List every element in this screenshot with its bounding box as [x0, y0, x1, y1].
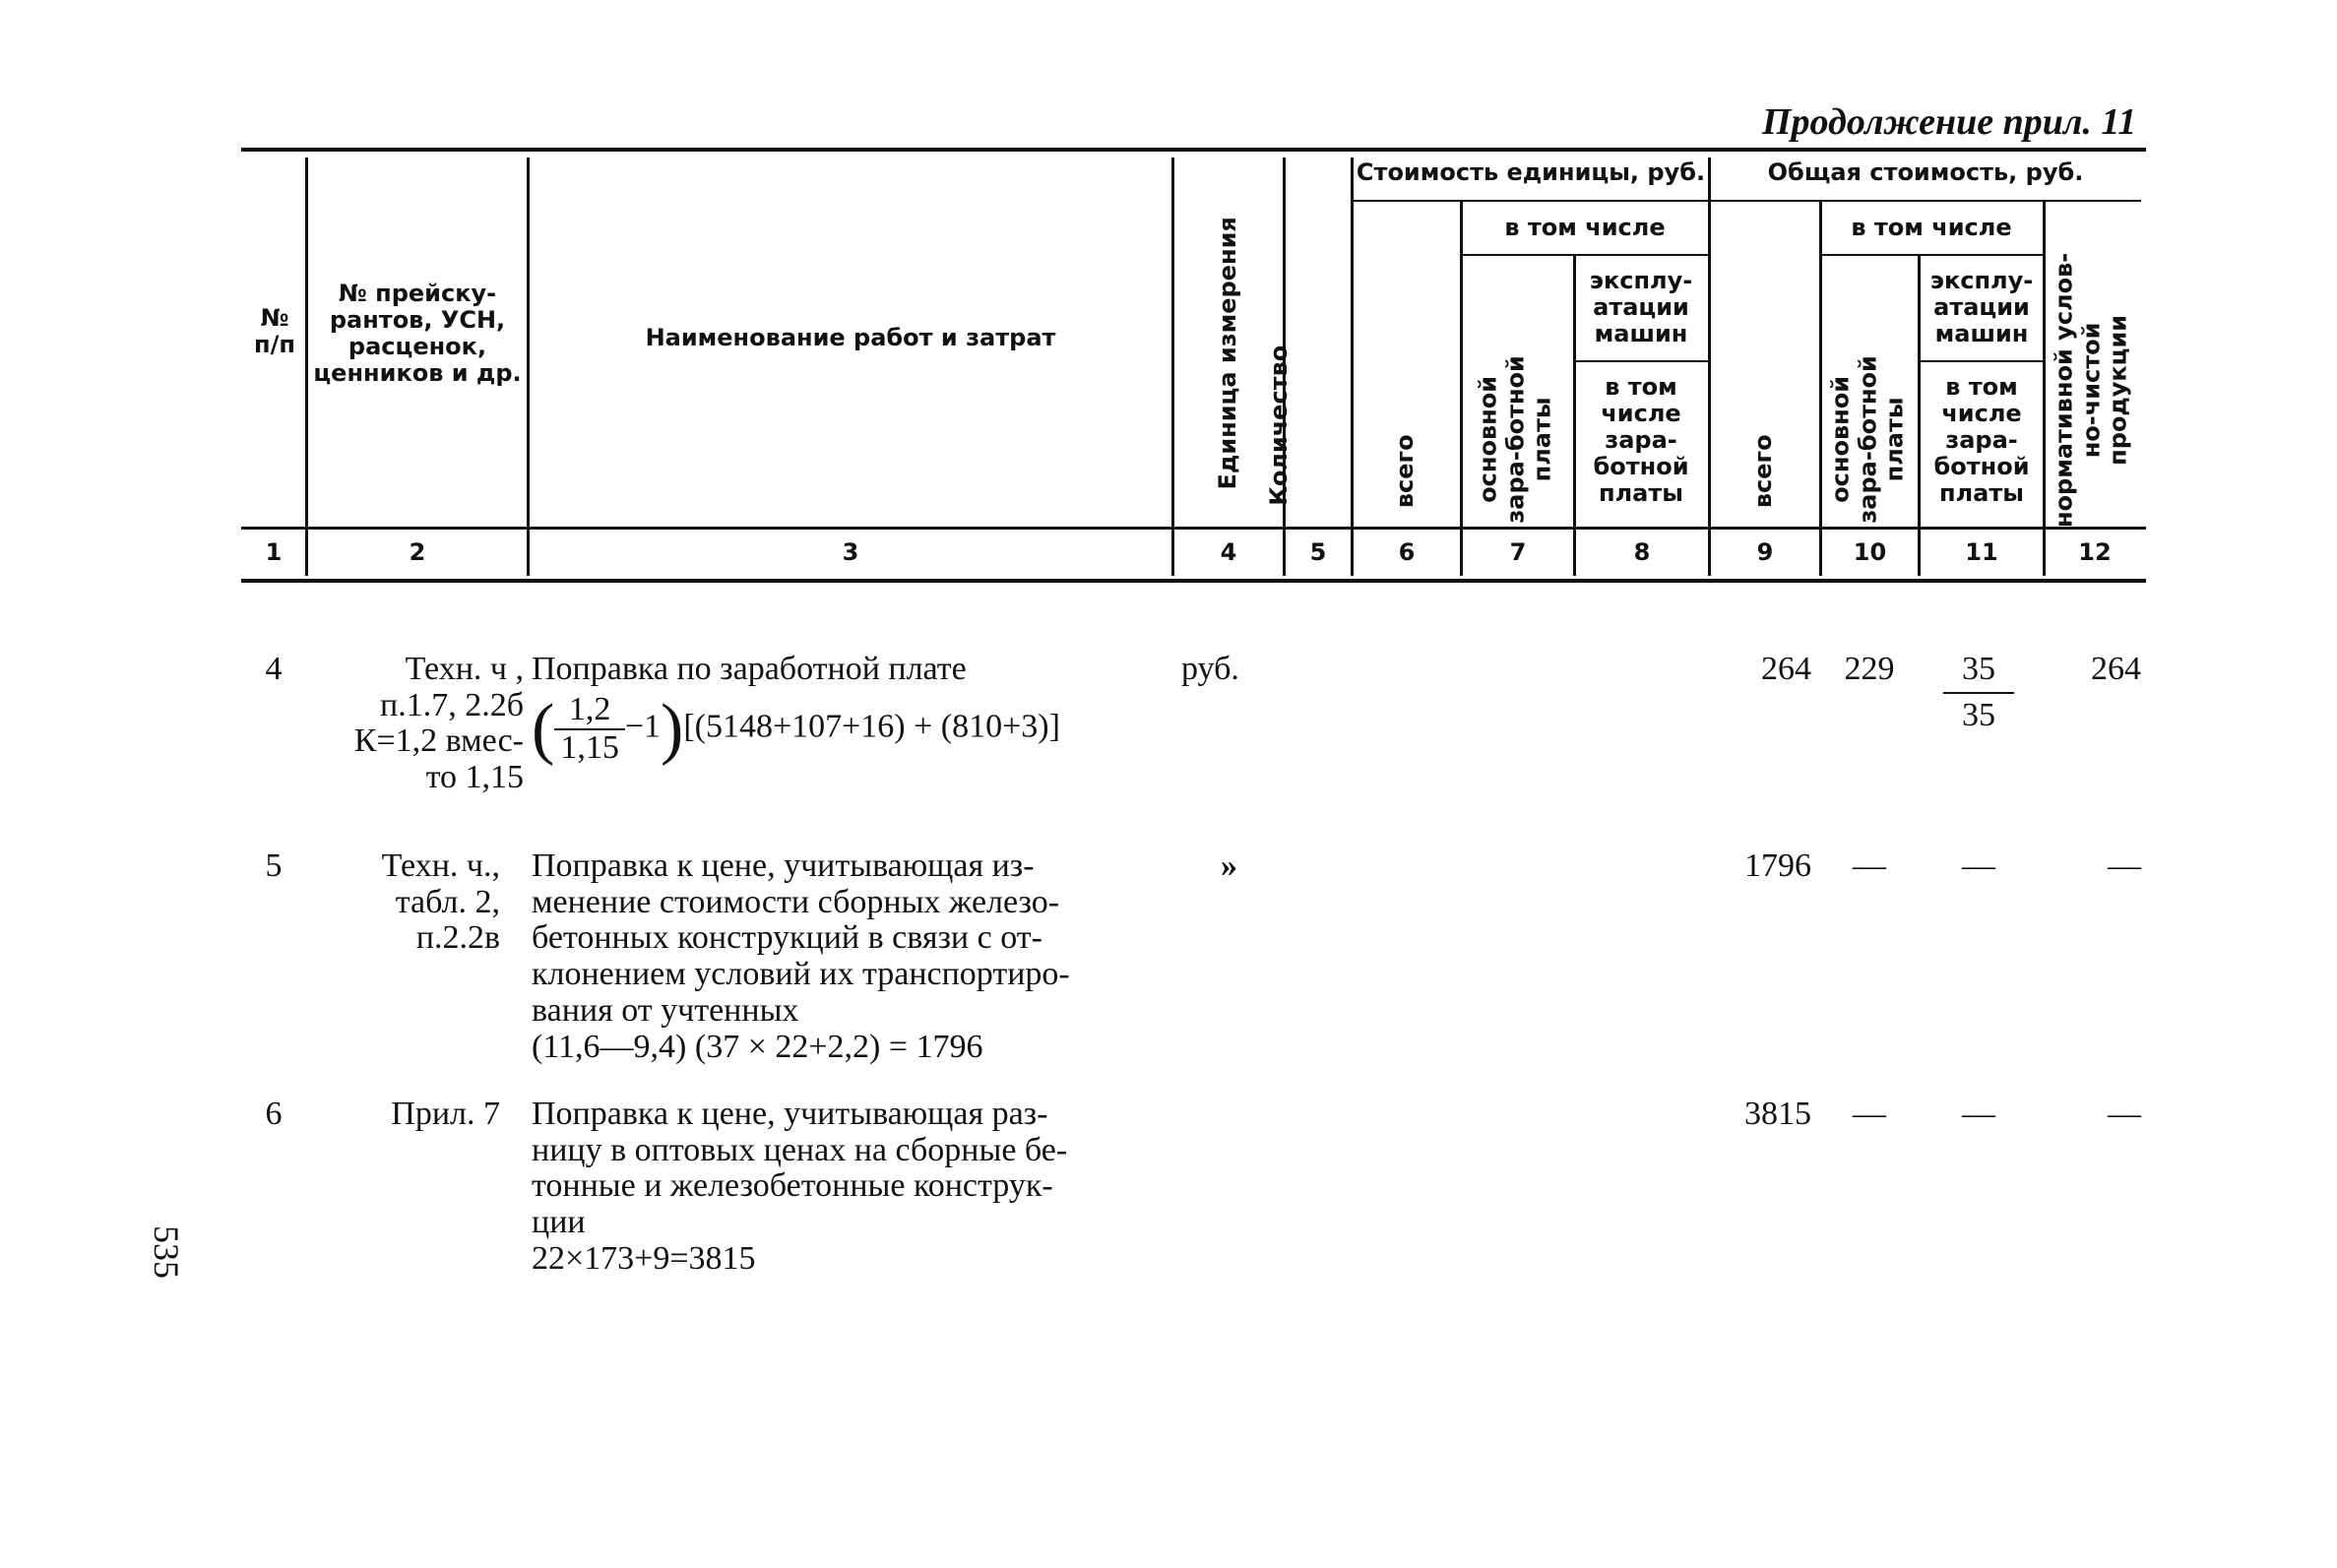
name-line: ции	[532, 1204, 586, 1241]
col-divider-11	[2043, 202, 2046, 576]
header-col3: Наименование работ и затрат	[645, 324, 1056, 351]
header-col2: № прейску-рантов, УСН, расценок, ценников и др.	[313, 280, 522, 387]
col-number-5: 5	[1309, 538, 1327, 566]
row4-mashin	[1929, 652, 2028, 733]
row5-total: 1796	[1744, 847, 1811, 884]
row4-total: 264	[1761, 651, 1811, 687]
row4-mashin-zp-value: 35	[1962, 696, 1995, 733]
total-cost-ekspl-rule	[1920, 360, 2043, 362]
row6-zarplata: —	[1853, 1096, 1886, 1132]
row6-name	[532, 1097, 1181, 1278]
ref-line: Техн. ч.,	[381, 847, 500, 884]
unit-cost-ekspl-rule	[1575, 360, 1708, 362]
name-line: ницу в оптовых ценах на сборные бе-	[532, 1131, 1068, 1168]
row4-norm: 264	[2091, 651, 2141, 687]
col-divider-7	[1573, 256, 1576, 576]
row5-mashin: —	[1962, 847, 1995, 884]
col-divider-8	[1708, 157, 1711, 576]
col-divider-10	[1918, 256, 1921, 576]
col-number-3: 3	[842, 538, 859, 566]
ref-line: К=1,2 вмес-	[353, 722, 524, 760]
col-divider-6	[1460, 202, 1463, 576]
header-total-ekspl-mashin: эксплу-атации машин	[1929, 267, 2034, 347]
ref-line: то 1,15	[425, 759, 524, 796]
col-divider-9	[1819, 202, 1822, 576]
col-number-10: 10	[1853, 538, 1887, 566]
row4-name	[532, 652, 1171, 766]
name-line: менение стоимости сборных железо-	[532, 883, 1060, 920]
row4-name-text: Поправка по заработной плате	[532, 651, 967, 687]
unit-cost-group-rule	[1354, 200, 1708, 202]
header-unit-ekspl-mashin: эксплу-атации машин	[1589, 267, 1693, 347]
ref-line: Прил. 7	[391, 1096, 500, 1132]
header-col4: Единица измерения	[1214, 217, 1242, 490]
name-line: тонные и железобетонные конструк-	[532, 1167, 1053, 1205]
header-total-vtomchisle-zp: в том числе зара-ботной платы	[1933, 373, 2030, 507]
name-line: бетонных конструкций в связи с от-	[532, 919, 1042, 957]
header-total-cost-group: Общая стоимость, руб.	[1767, 158, 2084, 186]
row5-zarplata: —	[1853, 847, 1886, 884]
ref-line: Техн. ч ,	[405, 651, 524, 687]
row5-name	[532, 848, 1181, 1065]
col-number-12: 12	[2078, 538, 2112, 566]
row4-zarplata: 229	[1844, 651, 1895, 687]
table-top-rule	[241, 148, 2146, 152]
col-number-8: 8	[1633, 538, 1651, 566]
col-number-2: 2	[409, 538, 426, 566]
row4-unit: руб.	[1181, 651, 1239, 687]
page-number: 535	[147, 1225, 186, 1279]
row4-reference	[305, 652, 524, 796]
row4-mashin-value: 35	[1943, 652, 2014, 694]
unit-cost-vtomchisle-rule	[1462, 254, 1708, 256]
header-total-osn-zarplata: основной зара-ботной платы	[1826, 355, 1909, 524]
row4-formula: ( $\frac{1,2}{1,15}$ −1)[(5148+107+16) + (810+3)]	[532, 690, 1060, 767]
row5-number: 5	[265, 847, 283, 884]
col-divider-5	[1351, 157, 1354, 576]
col-divider-1	[305, 157, 308, 576]
header-total-vsego: всего	[1749, 434, 1778, 509]
row6-norm: —	[2108, 1096, 2141, 1132]
header-unit-vtomchisle: в том числе	[1504, 214, 1666, 241]
name-line: вания от учтенных	[532, 991, 799, 1029]
header-unit-cost-group: Стоимость единицы, руб.	[1356, 158, 1706, 186]
header-col5: Количество	[1265, 345, 1294, 506]
ref-line: п.1.7, 2.2б	[380, 686, 524, 723]
row5-reference	[305, 848, 500, 957]
row6-reference	[305, 1097, 500, 1133]
col-number-11: 11	[1965, 538, 1998, 566]
row6-total: 3815	[1744, 1096, 1811, 1132]
numbers-bottom-rule	[241, 579, 2146, 583]
header-col1: № п/п	[254, 304, 295, 358]
col-divider-2	[527, 157, 530, 576]
header-unit-vsego: всего	[1391, 434, 1420, 509]
name-line: клонением условий их транспортиро-	[532, 956, 1070, 993]
ref-line: п.2.2в	[415, 919, 500, 957]
total-cost-group-rule	[1708, 200, 2141, 202]
col-number-4: 4	[1220, 538, 1237, 566]
header-unit-osn-zarplata: основной зара-ботной платы	[1474, 355, 1556, 524]
header-normativnoy: нормативной услов-но-чистой продукции	[2050, 252, 2132, 529]
name-line: Поправка к цене, учитывающая раз-	[532, 1096, 1048, 1132]
name-line: (11,6—9,4) (37 × 22+2,2) = 1796	[532, 1028, 983, 1065]
header-total-vtomchisle: в том числе	[1851, 214, 2012, 241]
col-divider-3	[1171, 157, 1174, 576]
row6-number: 6	[265, 1096, 283, 1132]
row4-number: 4	[265, 651, 283, 687]
header-unit-vtomchisle-zp: в том числе зара-ботной платы	[1593, 373, 1689, 507]
col-number-1: 1	[265, 538, 283, 566]
col-number-6: 6	[1398, 538, 1416, 566]
name-line: 22×173+9=3815	[532, 1239, 756, 1277]
ref-line: табл. 2,	[395, 883, 500, 920]
total-cost-vtomchisle-rule	[1821, 254, 2043, 256]
row6-mashin: —	[1962, 1096, 1995, 1132]
name-line: Поправка к цене, учитывающая из-	[532, 847, 1035, 884]
col-number-7: 7	[1509, 538, 1527, 566]
row5-norm: —	[2108, 847, 2141, 884]
row5-unit: »	[1221, 847, 1237, 884]
formula-fraction: $\frac{1,2}{1,15}$	[554, 692, 625, 766]
col-number-9: 9	[1756, 538, 1774, 566]
caption: Продолжение прил. 11	[1762, 101, 2137, 143]
